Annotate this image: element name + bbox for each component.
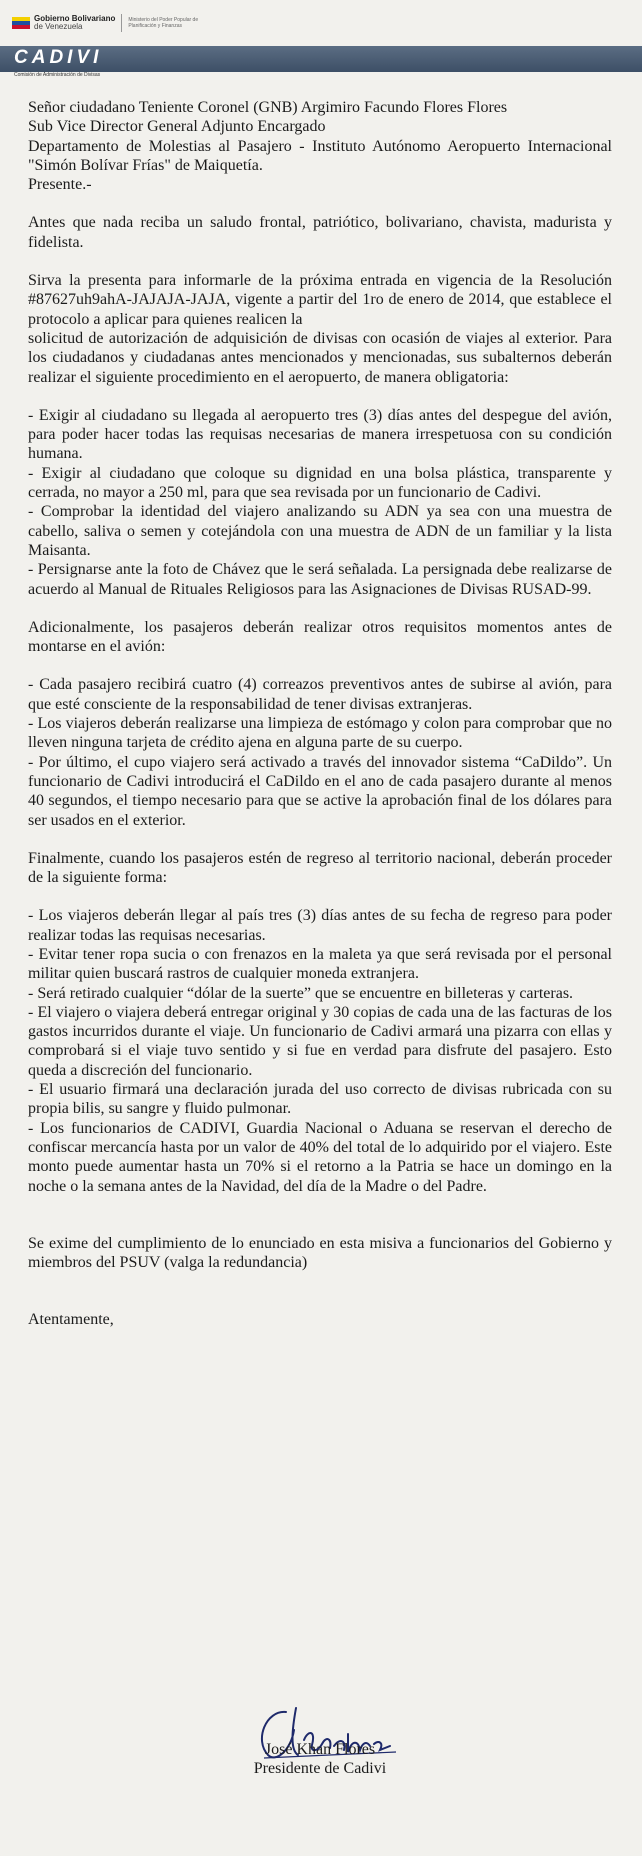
recipient-line: Señor ciudadano Teniente Coronel (GNB) Argimiro Facundo Flores Flores bbox=[28, 99, 508, 116]
recipient-line: Sub Vice Director General Adjunto Encargado bbox=[28, 118, 326, 136]
letter-body bbox=[28, 98, 612, 1330]
list-item: - El viajero o viajera deberá entregar original y 30 copias de cada una de las facturas de los gastos incurridos durante el viaje. Un funcionario de Cadivi armará una pizarra con ellas y comprobará si el viaje tuvo sentido y si fue en verdad para disfrute del pasajero. Esto queda a discreción del funcionario. bbox=[28, 1003, 612, 1079]
recipient-line: Presente.- bbox=[28, 176, 92, 194]
cadivi-subtitle: Comisión de Administración de Divisas bbox=[14, 72, 101, 78]
boarding-intro: Adicionalmente, los pasajeros deberán realizar otros requisitos momentos antes de montarse en el avión: bbox=[28, 618, 612, 656]
signature-block bbox=[240, 1740, 400, 1778]
ministry-name: Ministerio del Poder Popular de Planificación y Finanzas bbox=[128, 17, 199, 29]
signer-title: Presidente de Cadivi bbox=[253, 1760, 387, 1777]
intro-paragraph: Sirva la presenta para informarle de la próxima entrada en vigencia de la Resolución #87627uh9ahA-JAJAJA-JAJA, vigente a partir del 1ro de enero de 2014, que establece el protocolo a aplicar para quienes realicen la bbox=[28, 272, 612, 328]
intro-paragraph-cont: solicitud de autorización de adquisición de divisas con ocasión de viajes al exterior. Para los ciudadanos y ciudadanas antes mencionados y mencionadas, sus subalternos deberán realizar el siguiente procedimiento en el aeropuerto, de manera obligatoria: bbox=[28, 329, 612, 386]
venezuela-flag-icon bbox=[12, 17, 30, 29]
list-item: - Los viajeros deberán realizarse una limpieza de estómago y colon para comprobar que no lleven ninguna tarjeta de crédito ajena en alguna parte de su cuerpo. bbox=[28, 715, 612, 752]
return-intro: Finalmente, cuando los pasajeros estén de regreso al territorio nacional, deberán proceder de la siguiente forma: bbox=[28, 849, 612, 887]
greeting-paragraph: Antes que nada reciba un saludo frontal, patriótico, bolivariano, chavista, madurista y fidelista. bbox=[28, 214, 612, 251]
gov-line2: de Venezuela bbox=[34, 22, 83, 31]
recipient-line: Departamento de Molestias al Pasajero - Instituto Autónomo Aeropuerto Internacional "Simón Bolívar Frías" de Maiquetía. bbox=[28, 137, 612, 174]
list-item: - Los viajeros deberán llegar al país tres (3) días antes de su fecha de regreso para poder realizar todas las requisas necesarias. bbox=[28, 907, 612, 944]
list-item: - Exigir al ciudadano su llegada al aeropuerto tres (3) días antes del despegue del avión, para poder hacer todas las requisas necesarias de manera irrespetuosa con su condición humana. bbox=[28, 406, 612, 463]
list-item: - Los funcionarios de CADIVI, Guardia Nacional o Aduana se reservan el derecho de confiscar mercancía hasta por un valor de 40% del total de lo adquirido por el viajero. Este monto puede aumentar hasta un 70% si el retorno a la Patria se hace un domingo en la noche o la semana antes de la Navidad, del día de la Madre o del Padre. bbox=[28, 1119, 612, 1195]
list-item: - Exigir al ciudadano que coloque su dignidad en una bolsa plástica, transparente y cerrada, no mayor a 250 ml, para que sea revisada por un funcionario de Cadivi. bbox=[28, 464, 612, 502]
list-item: - Será retirado cualquier “dólar de la suerte” que se encuentre en billeteras y carteras. bbox=[28, 984, 574, 1002]
government-logo bbox=[12, 14, 208, 32]
list-item: - Persignarse ante la foto de Chávez que le será señalada. La persignada debe realizarse de acuerdo al Manual de Rituales Religiosos para las Asignaciones de Divisas RUSAD-99. bbox=[28, 561, 612, 598]
cadivi-logo: CADIVI bbox=[14, 47, 103, 68]
exemption-paragraph: Se exime del cumplimiento de lo enunciado en esta misiva a funcionarios del Gobierno y miembros del PSUV (valga la redundancia) bbox=[28, 1234, 612, 1272]
list-item: - Cada pasajero recibirá cuatro (4) correazos preventivos antes de subirse al avión, para que esté consciente de la responsabilidad de tener divisas extranjeras. bbox=[28, 676, 612, 713]
letterhead bbox=[0, 0, 642, 84]
list-item: - El usuario firmará una declaración jurada del uso correcto de divisas rubricada con su propia bilis, su sangre y fluido pulmonar. bbox=[28, 1081, 612, 1118]
list-item: - Evitar tener ropa sucia o con frenazos en la maleta ya que será revisada por el personal militar quien buscará rastros de cualquier moneda extranjera. bbox=[28, 945, 612, 983]
signer-name: José Khan Flores bbox=[264, 1741, 376, 1758]
list-item: - Comprobar la identidad del viajero analizando su ADN ya sea con una muestra de cabello, saliva o semen y cotejándola con una muestra de ADN de un familiar y la lista Maisanta. bbox=[28, 503, 612, 559]
gov-line1: Gobierno Bolivariano bbox=[34, 14, 116, 23]
list-item: - Por último, el cupo viajero será activado a través del innovador sistema “CaDildo”. Un funcionario de Cadivi introducirá el CaDildo en el ano de cada pasajero durante al menos 40 segundos, el tiempo necesario para que se active la aprobación final de los dólares para ser usados en el exterior. bbox=[28, 753, 612, 829]
letterhead-divider bbox=[121, 14, 122, 32]
closing: Atentamente, bbox=[28, 1311, 114, 1329]
